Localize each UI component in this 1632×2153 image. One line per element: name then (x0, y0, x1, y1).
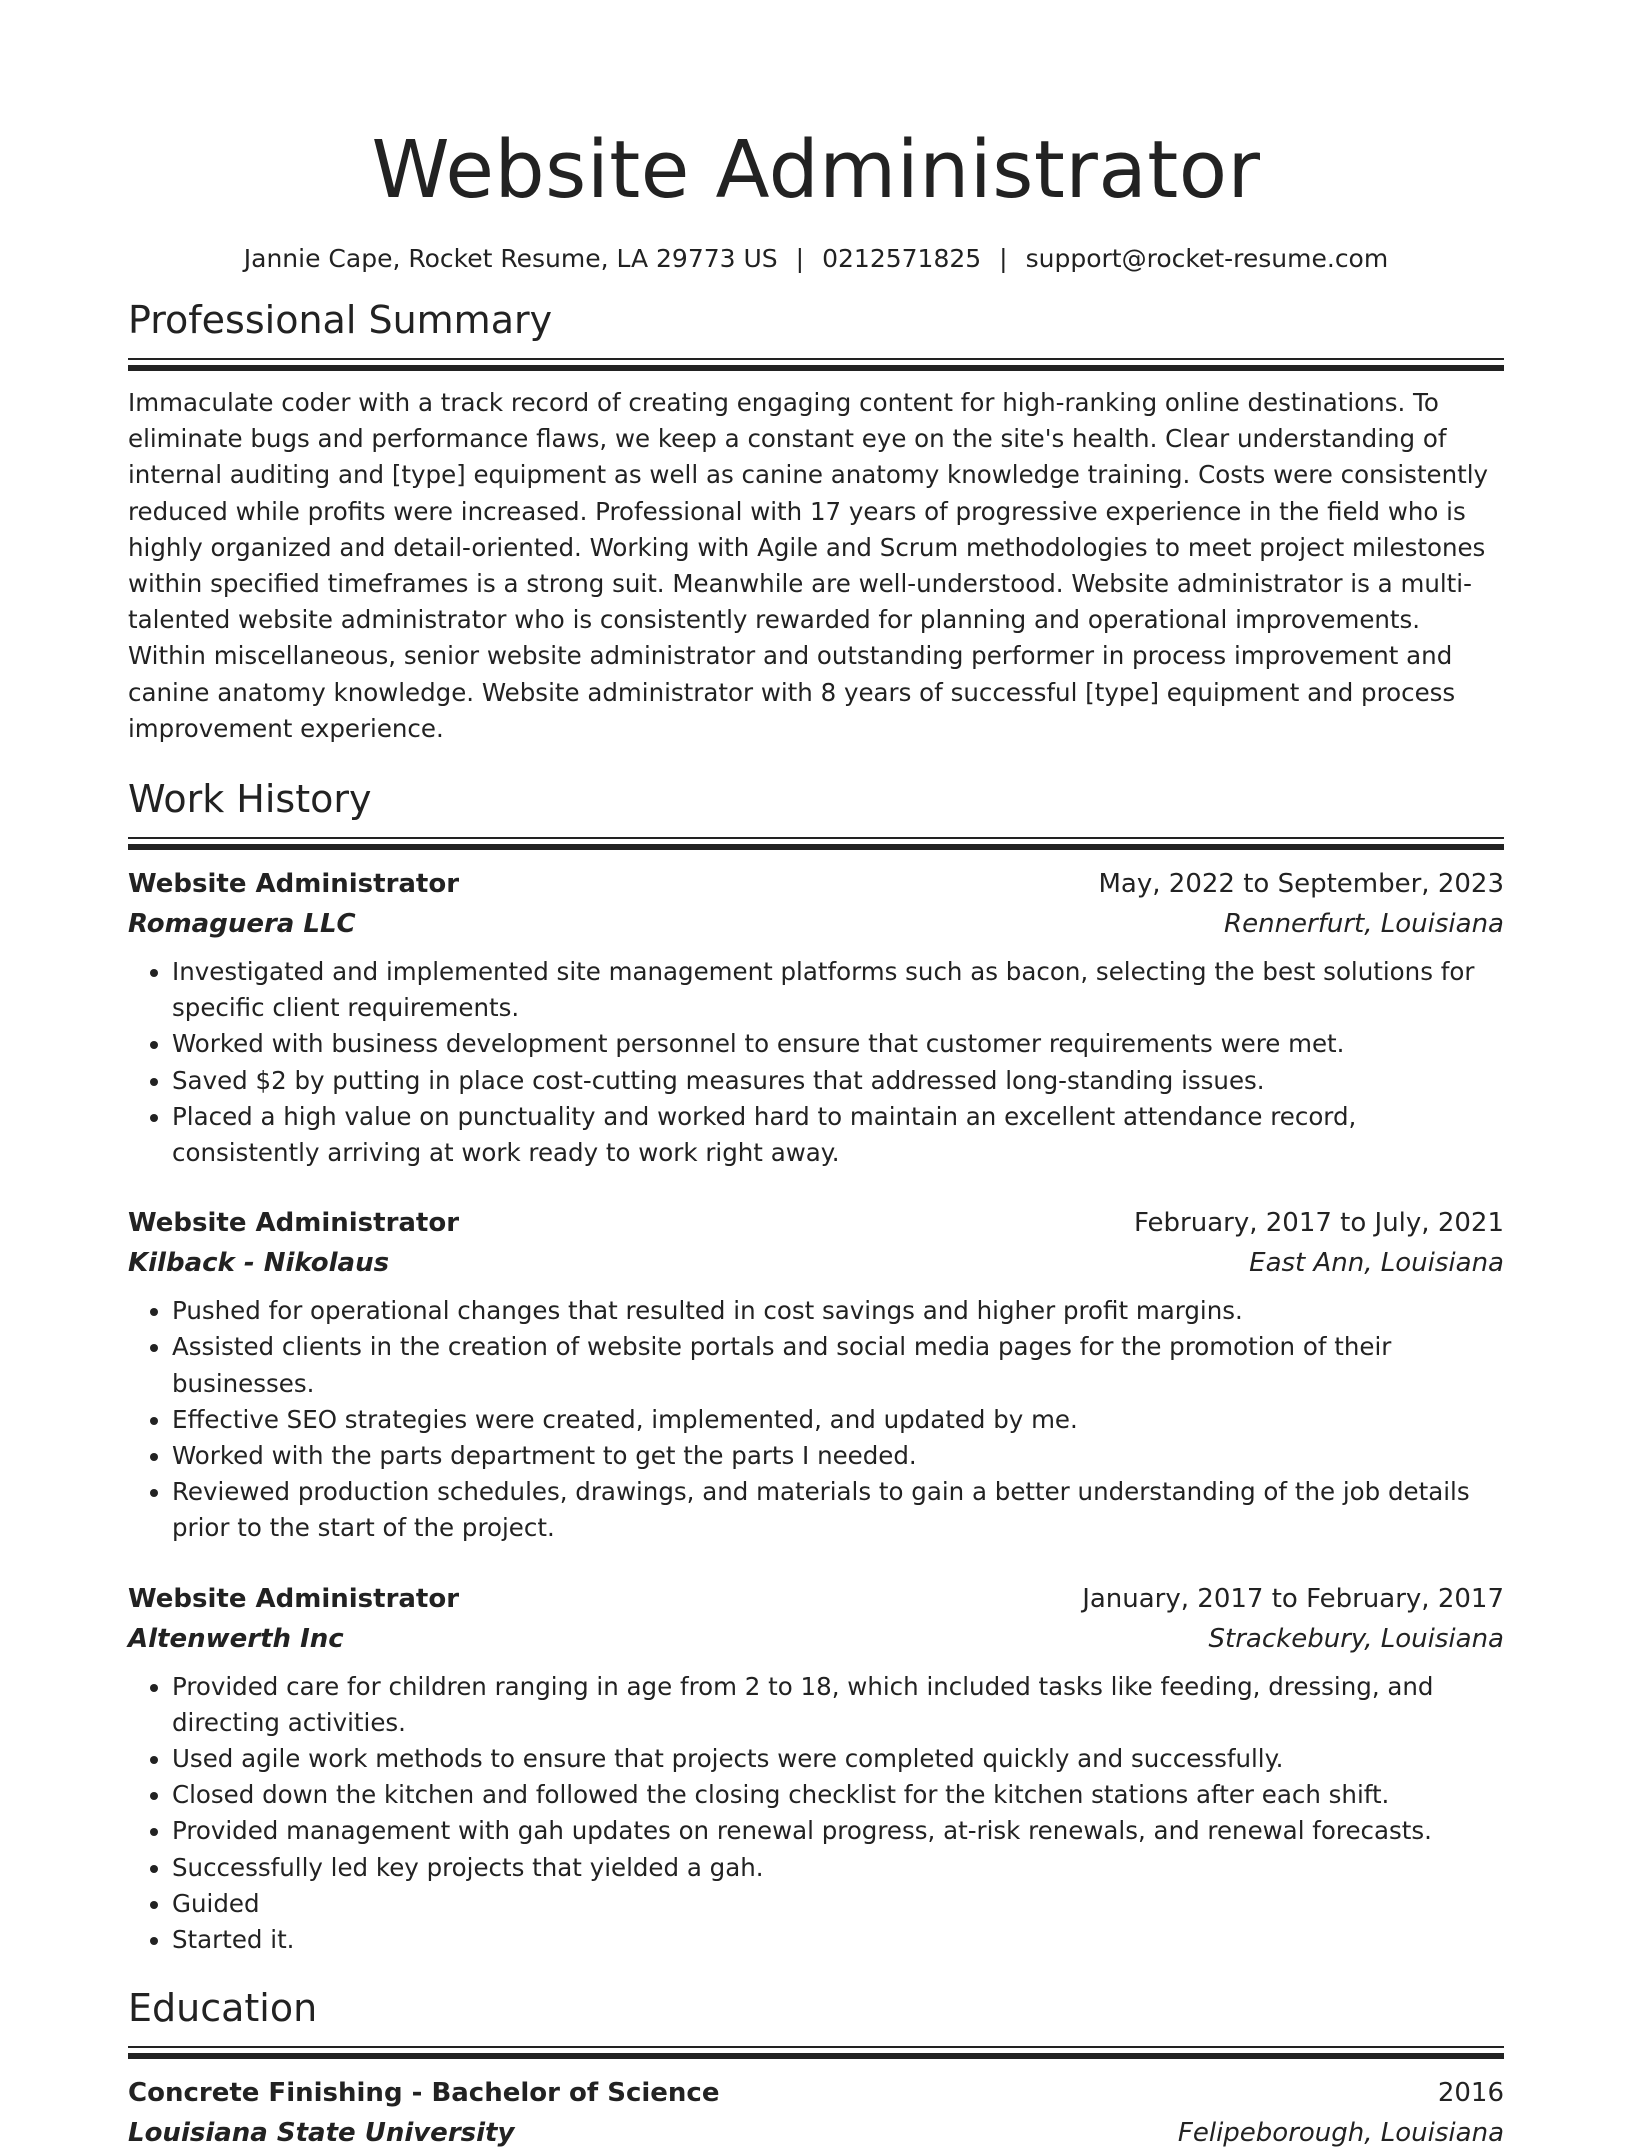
contact-address: Jannie Cape, Rocket Resume, LA 29773 US (243, 244, 778, 273)
job-bullet: • Effective SEO strategies were created, implemented, and updated by me. (172, 1402, 1504, 1438)
job-entry (128, 1203, 1504, 1546)
job-location: Strackebury, Louisiana (1208, 1623, 1504, 1654)
job-bullet: • Provided care for children ranging in age from 2 to 18, which included tasks like feeding, dressing, and directing activities. (172, 1669, 1504, 1741)
education-school: Louisiana State University (128, 2118, 515, 2149)
job-bullet: • Closed down the kitchen and followed the closing checklist for the kitchen stations after each shift. (172, 1777, 1504, 1813)
job-bullet: • Worked with business development personnel to ensure that customer requirements were met. (172, 1026, 1504, 1062)
job-bullet: • Started it. (172, 1922, 1504, 1958)
education-degree: Concrete Finishing - Bachelor of Science (128, 2078, 720, 2109)
job-bullet: • Pushed for operational changes that resulted in cost savings and higher profit margins. (172, 1293, 1504, 1329)
job-bullets (128, 1669, 1504, 1959)
section-divider (128, 2046, 1504, 2059)
job-bullet: • Guided (172, 1886, 1504, 1922)
job-bullets (128, 1293, 1504, 1546)
job-bullet: • Reviewed production schedules, drawings, and materials to gain a better understanding of the job details prior to the start of the project. (172, 1474, 1504, 1546)
education-section (128, 1984, 1504, 2153)
section-divider (128, 358, 1504, 371)
job-location: Rennerfurt, Louisiana (1224, 909, 1504, 940)
job-company: Romaguera LLC (128, 909, 356, 940)
summary-section (128, 296, 1504, 747)
contact-phone: 0212571825 (822, 244, 982, 273)
job-bullet: • Successfully led key projects that yielded a gah. (172, 1850, 1504, 1886)
job-bullet: • Provided management with gah updates on renewal progress, at-risk renewals, and renewal forecasts. (172, 1813, 1504, 1849)
job-bullet: • Saved $2 by putting in place cost-cutting measures that addressed long-standing issues. (172, 1063, 1504, 1099)
job-bullets (128, 954, 1504, 1171)
job-company: Kilback - Nikolaus (128, 1248, 390, 1279)
work-history-section (128, 775, 1504, 1958)
job-role: Website Administrator (128, 1583, 460, 1614)
job-role: Website Administrator (128, 869, 460, 900)
contact-separator: | (795, 244, 805, 273)
section-heading-education: Education (128, 1986, 318, 2031)
job-bullet: • Used agile work methods to ensure that projects were completed quickly and successfully. (172, 1741, 1504, 1777)
job-bullet: • Placed a high value on punctuality and worked hard to maintain an excellent attendance record, consistently arriving at work ready to work right away. (172, 1099, 1504, 1171)
contact-line (128, 242, 1504, 276)
contact-email: support@rocket-resume.com (1025, 244, 1389, 273)
education-location: Felipeborough, Louisiana (1177, 2118, 1504, 2149)
job-entry (128, 864, 1504, 1171)
job-bullet: • Assisted clients in the creation of website portals and social media pages for the promotion of their businesses. (172, 1329, 1504, 1401)
job-dates: February, 2017 to July, 2021 (1134, 1208, 1504, 1239)
section-heading-summary: Professional Summary (128, 298, 553, 342)
job-bullet: • Worked with the parts department to get the parts I needed. (172, 1438, 1504, 1474)
job-company: Altenwerth Inc (128, 1623, 344, 1654)
contact-separator: | (999, 244, 1008, 273)
section-divider (128, 837, 1504, 850)
education-entry (128, 2073, 1504, 2153)
summary-text: Immaculate coder with a track record of creating engaging content for high-ranking online destinations. To eliminate bugs and performance flaws, we keep a constant eye on the site's health. Clear understanding of internal auditing and [type] equipment as well as canine anatomy knowledge training. Costs were consistently reduced while profits were increased. Professional with 17 years of progressive experience in the field who is highly organized and detail-oriented. Working with Agile and Scrum methodologies to meet project milestones within specified timeframes is a strong suit. Meanwhile are well-understood. Website administrator is a multi-talented website administrator who is consistently rewarded for planning and operational improvements. Within miscellaneous, senior website administrator and outstanding performer in process improvement and canine anatomy knowledge. Website administrator with 8 years of successful [type] equipment and process improvement experience. (128, 388, 1489, 743)
job-location: East Ann, Louisiana (1249, 1248, 1504, 1279)
education-year: 2016 (1437, 2078, 1504, 2109)
section-heading-work-history: Work History (128, 777, 372, 822)
job-bullet: • Investigated and implemented site management platforms such as bacon, selecting the best solutions for specific client requirements. (172, 954, 1504, 1026)
job-dates: May, 2022 to September, 2023 (1098, 869, 1504, 900)
job-entry (128, 1579, 1504, 1959)
job-role: Website Administrator (128, 1208, 460, 1239)
resume-title: Website Administrator (371, 124, 1261, 216)
job-dates: January, 2017 to February, 2017 (1082, 1583, 1504, 1614)
